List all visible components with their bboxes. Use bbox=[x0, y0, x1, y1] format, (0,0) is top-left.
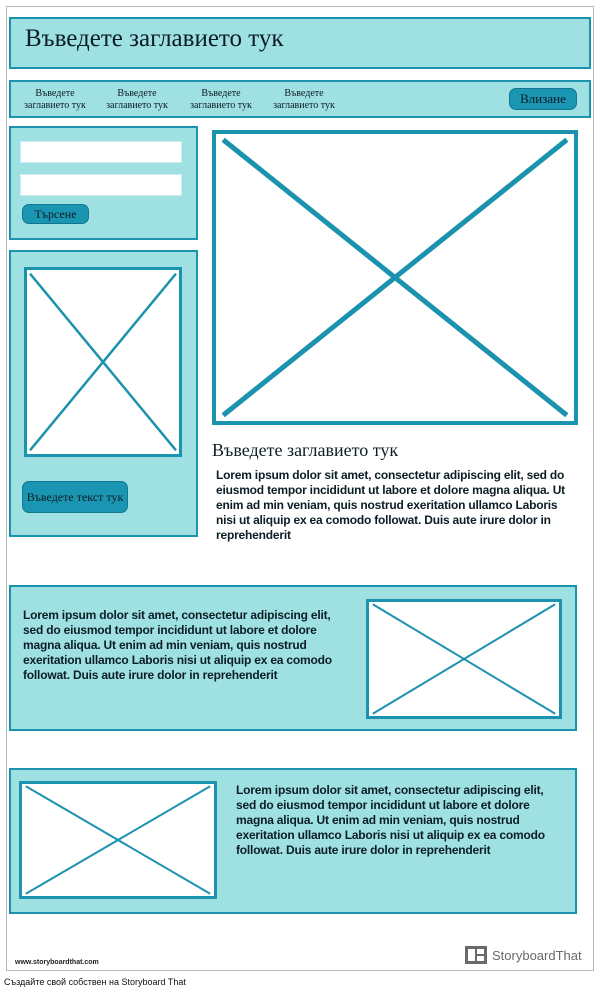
sidebar-image-placeholder bbox=[24, 267, 182, 457]
section-2-body: Lorem ipsum dolor sit amet, consectetur adipiscing elit, sed do eiusmod tempor incididunt ut labore et dolore magna aliqua. Ut enim ad min veniam, quis nostrud exeritation ullamco Laboris nisi ut aliquip ex ea comodo followat. Duis aute irure dolor in reprehenderit bbox=[236, 783, 545, 857]
content-title: Въведете заглавието тук bbox=[212, 440, 399, 460]
logo-text: StoryboardThat bbox=[492, 947, 582, 963]
content-body: Lorem ipsum dolor sit amet, consectetur adipiscing elit, sed do eiusmod tempor incididunt ut labore et dolore magna aliqua. Ut enim ad min veniam, quis nostrud exeritation ullamco Laboris nisi ut aliquip ex ea comodo followat. Duis aute irure dolor in reprehenderit bbox=[216, 468, 565, 542]
nav-item-1[interactable]: Въведете заглавието тук bbox=[24, 88, 86, 111]
search-input-2[interactable] bbox=[20, 174, 182, 196]
section-1-image-placeholder bbox=[366, 599, 562, 719]
nav-item-2[interactable]: Въведете заглавието тук bbox=[106, 88, 168, 111]
page-frame bbox=[6, 6, 594, 971]
caption: Създайте свой собствен на Storyboard That bbox=[4, 977, 186, 987]
storyboardthat-logo[interactable] bbox=[465, 946, 582, 964]
placeholder-x-icon bbox=[369, 602, 559, 716]
section-1-body: Lorem ipsum dolor sit amet, consectetur adipiscing elit, sed do eiusmod tempor incididunt ut labore et dolore magna aliqua. Ut enim ad min veniam, quis nostrud exeritation ullamco Laboris nisi ut aliquip ex ea comodo followat. Duis aute irure dolor in reprehenderit bbox=[23, 608, 332, 682]
footer-url[interactable]: www.storyboardthat.com bbox=[15, 959, 99, 966]
placeholder-x-icon bbox=[216, 134, 574, 421]
search-input-1[interactable] bbox=[20, 141, 182, 163]
search-button[interactable]: Търсене bbox=[22, 204, 89, 224]
page-title: Въведете заглавието тук bbox=[25, 25, 284, 52]
placeholder-x-icon bbox=[27, 270, 179, 454]
section-2-image-placeholder bbox=[19, 781, 217, 899]
placeholder-x-icon bbox=[22, 784, 214, 896]
enter-text-button[interactable]: Въведете текст тук bbox=[22, 481, 128, 513]
nav-item-4[interactable]: Въведете заглавието тук bbox=[273, 88, 335, 111]
storyboard-logo-icon bbox=[465, 946, 487, 964]
main-image-placeholder bbox=[212, 130, 578, 425]
login-button[interactable]: Влизане bbox=[509, 88, 577, 110]
nav-item-3[interactable]: Въведете заглавието тук bbox=[190, 88, 252, 111]
